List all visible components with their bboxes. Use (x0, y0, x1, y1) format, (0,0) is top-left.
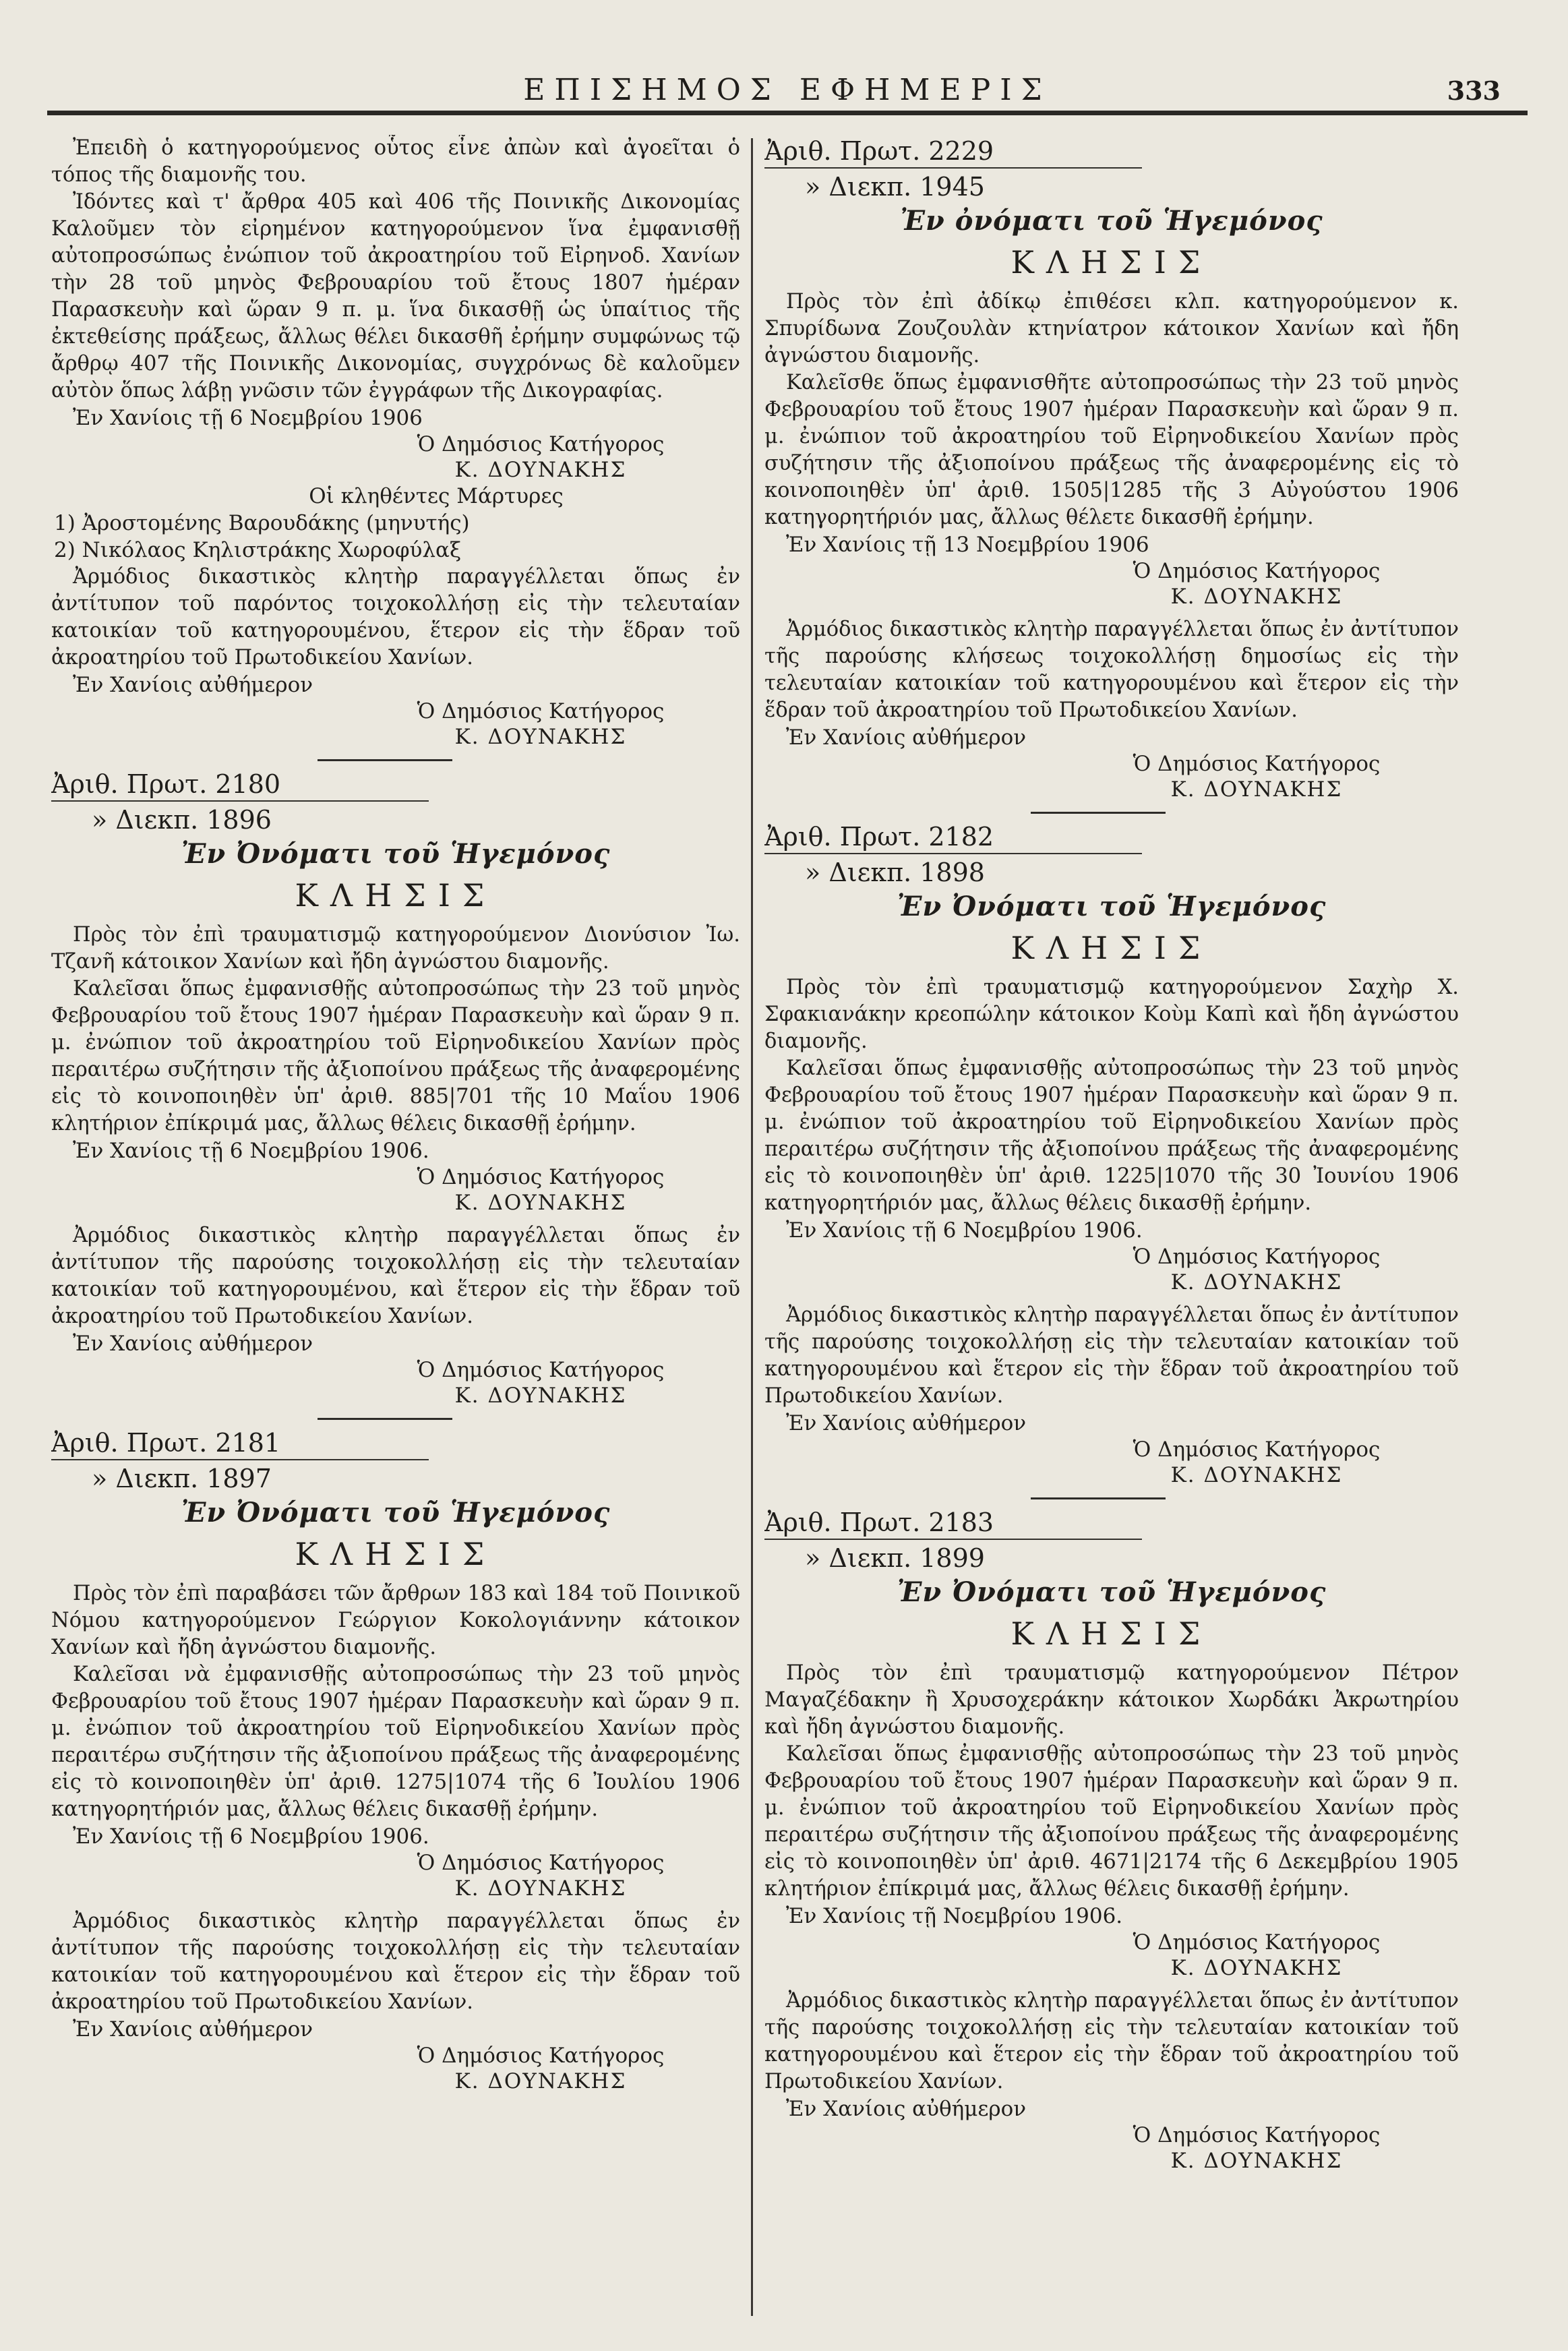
header-rule (47, 111, 1528, 115)
gazette-title: ΕΠΙΣΗΜΟΣ ΕΦΗΜΕΡΙΣ (523, 73, 1052, 107)
protocol-rule (51, 800, 429, 802)
separator-rule (318, 1418, 452, 1420)
date-line: Ἐν Χανίοις τῇ 6 Νοεμβρίου 1906 (73, 406, 423, 430)
protocol-number: Ἀριθ. Πρωτ. 2183 (764, 1508, 994, 1537)
separator-rule (318, 759, 452, 761)
signature-name: Κ. ΔΟΥΝΑΚΗΣ (454, 458, 627, 482)
summons-heading: ΚΛΗΣΙΣ (295, 877, 497, 914)
protocol-number: Ἀριθ. Πρωτ. 2182 (764, 822, 994, 852)
paragraph: Ἐπειδὴ ὁ κατηγορούμενος οὗτος εἶνε ἀπὼν καὶ ἀγοεῖται ὁ τόπος τῆς διαμονῆς του. (51, 136, 740, 187)
protocol-rule (764, 853, 1142, 854)
signature-block (1054, 558, 1459, 609)
protocol-rule (51, 1459, 429, 1460)
signature-title: Ὁ Δημόσιος Κατήγορος (1133, 559, 1381, 583)
protocol-number: Ἀριθ. Πρωτ. 2181 (51, 1428, 281, 1458)
order-paragraph: Ἀρμόδιος δικαστικὸς κλητὴρ παραγγέλλεται ὅπως ἐν ἀντίτυπον τῆς παρούσης τοιχοκολλήσῃ εἰς τὴν τελευταίαν κατοικίαν τοῦ κατηγορουμένου καὶ ἕτερον εἰς τὴν ἕδραν τοῦ ἀκροατηρίου τοῦ Πρωτοδικείου Χανίων. (764, 1303, 1459, 1408)
date-line: Ἐν Χανίοις αὐθήμερον (786, 725, 1027, 750)
signature-title: Ὁ Δημόσιος Κατήγορος (1133, 752, 1381, 776)
page-number: 333 (1447, 76, 1501, 106)
date-line: Ἐν Χανίοις αὐθήμερον (73, 1332, 313, 1356)
summons-heading: ΚΛΗΣΙΣ (1011, 930, 1213, 966)
signature-title: Ὁ Δημόσιος Κατήγορος (417, 2044, 665, 2068)
date-line: Ἐν Χανίοις τῇ 6 Νοεμβρίου 1906. (786, 1218, 1143, 1243)
dispatch-number: » Διεκπ. 1897 (92, 1464, 272, 1493)
signature-title: Ὁ Δημόσιος Κατήγορος (417, 1851, 665, 1875)
signature-name: Κ. ΔΟΥΝΑΚΗΣ (1170, 2149, 1343, 2173)
signature-block (1054, 1244, 1459, 1295)
signature-name: Κ. ΔΟΥΝΑΚΗΣ (454, 2069, 627, 2093)
notice-2182 (764, 821, 1459, 1488)
order-paragraph: Ἀρμόδιος δικαστικὸς κλητὴρ παραγγέλλεται ὅπως ἐν ἀντίτυπον τοῦ παρόντος τοιχοκολλήσῃ εἰς τὴν τελευταίαν κατοικίαν τοῦ κατηγορουμένου, ἕτερον εἰς τὴν ἕδραν τοῦ ἀκροατηρίου τοῦ Πρωτοδικείου Χανίων. (51, 565, 740, 669)
order-paragraph: Ἀρμόδιος δικαστικὸς κλητὴρ παραγγέλλεται ὅπως ἐν ἀντίτυπον τῆς παρούσης τοιχοκολλήσῃ εἰς τὴν τελευταίαν κατοικίαν τοῦ κατηγορουμένου, καὶ ἕτερον εἰς τὴν ἕδραν τοῦ ἀκροατηρίου τοῦ Πρωτοδικείου Χανίων. (51, 1224, 740, 1328)
order-paragraph: Ἀρμόδιος δικαστικὸς κλητὴρ παραγγέλλεται ὅπως ἐν ἀντίτυπον τῆς παρούσης τοιχοκολλήσῃ εἰς τὴν τελευταίαν κατοικίαν τοῦ κατηγορουμένου καὶ ἕτερον εἰς τὴν ἕδραν τοῦ ἀκροατηρίου τοῦ Πρωτοδικείου Χανίων. (51, 1909, 740, 2014)
page-header (47, 73, 1528, 120)
signature-name: Κ. ΔΟΥΝΑΚΗΣ (454, 1191, 627, 1215)
date-line: Ἐν Χανίοις τῇ 13 Νοεμβρίου 1906 (786, 533, 1149, 557)
paragraph: Ἰδόντες καὶ τ' ἄρθρα 405 καὶ 406 τῆς Ποινικῆς Δικονομίας Καλοῦμεν τὸν εἰρημένον κατηγορούμενον ἵνα ἐμφανισθῇ αὐτοπροσώπως ἐνώπιον τοῦ ἀκροατηρίου τοῦ Εἰρηνοδ. Χανίων τὴν 28 τοῦ μηνὸς Φεβρουαρίου τοῦ ἔτους 1807 ἡμέραν Παρασκευὴν καὶ ὥραν 9 π. μ. ἵνα δικασθῇ ὡς ὑπαίτιος τῆς ἐκτεθείσης πράξεως, ἄλλως θέλει δικασθῆ ἐρήμην συμφώνως τῷ ἄρθρῳ 407 τῆς Ποινικῆς Δικονομίας, συγχρόνως δὲ καλοῦμεν αὐτὸν ὅπως λάβῃ γνῶσιν τῶν ἐγγράφων τῆς Δικογραφίας. (51, 190, 740, 403)
paragraph: Πρὸς τὸν ἐπὶ ἀδίκῳ ἐπιθέσει κλπ. κατηγορούμενον κ. Σπυρίδωνα Ζουζουλὰν κτηνίατρον κάτοικον Χανίων καὶ ἤδη ἀγνώστου διαμονῆς. (764, 290, 1459, 367)
witness-item: 1) Ἀροστομένης Βαρουδάκης (μηνυτής) (54, 511, 470, 535)
date-line: Ἐν Χανίοις τῇ 6 Νοεμβρίου 1906. (73, 1824, 429, 1849)
summons-heading: ΚΛΗΣΙΣ (295, 1536, 497, 1572)
signature-name: Κ. ΔΟΥΝΑΚΗΣ (454, 1383, 627, 1408)
signature-title: Ὁ Δημόσιος Κατήγορος (1133, 1930, 1381, 1955)
heading-in-name: Ἐν Ὀνόματι τοῦ Ἡγεμόνος (181, 838, 611, 870)
signature-block (1054, 751, 1459, 802)
protocol-rule (764, 167, 1142, 169)
signature-name: Κ. ΔΟΥΝΑΚΗΣ (1170, 1956, 1343, 1980)
paragraph: Πρὸς τὸν ἐπὶ τραυματισμῷ κατηγορούμενον Διονύσιον Ἰω. Τζανῆ κάτοικον Χανίων καὶ ἤδη ἀγνώστου διαμονῆς. (51, 923, 740, 974)
order-paragraph: Ἀρμόδιος δικαστικὸς κλητὴρ παραγγέλλεται ὅπως ἐν ἀντίτυπον τῆς παρούσης κλήσεως τοιχοκολλήσῃ δημοσίως εἰς τὴν τελευταίαν κατοικίαν τοῦ κατηγορουμένου καὶ ἕτερον εἰς τὴν ἕδραν τοῦ ἀκροατηρίου τοῦ Πρωτοδικείου Χανίων. (764, 618, 1459, 722)
summons-heading: ΚΛΗΣΙΣ (1011, 244, 1213, 280)
dispatch-number: » Διεκπ. 1898 (805, 858, 985, 887)
signature-block (341, 1164, 740, 1216)
separator-rule (1031, 812, 1166, 814)
signature-name: Κ. ΔΟΥΝΑΚΗΣ (454, 1876, 627, 1901)
dispatch-number: » Διεκπ. 1899 (805, 1543, 985, 1573)
right-column (764, 135, 1459, 2324)
notice-2183 (764, 1506, 1459, 2174)
signature-block (341, 431, 740, 483)
signature-name: Κ. ΔΟΥΝΑΚΗΣ (1170, 1270, 1343, 1294)
paragraph: Πρὸς τὸν ἐπὶ τραυματισμῷ κατηγορούμενον Πέτρον Μαγαζέδακην ἢ Χρυσοχεράκην κάτοικον Χωρδάκι Ἀκρωτηρίου καὶ ἤδη ἀγνώστου διαμονῆς. (764, 1661, 1459, 1739)
paragraph: Καλεῖσαι ὅπως ἐμφανισθῇς αὐτοπροσώπως τὴν 23 τοῦ μηνὸς Φεβρουαρίου τοῦ ἔτους 1907 ἡμέραν Παρασκευὴν καὶ ὥραν 9 π. μ. ἐνώπιον τοῦ ἀκροατηρίου τοῦ Εἰρηνοδικείου Χανίων πρὸς περαιτέρω συζήτησιν τῆς ἀξιοποίνου πράξεως τῆς ἀναφερομένης εἰς τὸ κοινοποιηθὲν ὑπ' ἀριθ. 885|701 τῆς 10 Μαΐου 1906 κλητήριον ἐπίκριμά μας, ἄλλως θέλεις δικασθῇ ἐρήμην. (51, 977, 740, 1135)
signature-block (341, 698, 740, 750)
signature-title: Ὁ Δημόσιος Κατήγορος (1133, 1437, 1381, 1462)
paragraph: Καλεῖσθε ὅπως ἐμφανισθῆτε αὐτοπροσώπως τὴν 23 τοῦ μηνὸς Φεβρουαρίου τοῦ ἔτους 1907 ἡμέραν Παρασκευὴν καὶ ὥραν 9 π. μ. ἐνώπιον τοῦ ἀκροατηρίου τοῦ Εἰρηνοδικείου Χανίων πρὸς συζήτησιν τῆς ἀξιοποίνου πράξεως τῆς ἀναφερομένης εἰς τὸ κοινοποιηθὲν ὑπ' ἀριθ. 1505|1285 τῆς 3 Αὐγούστου 1906 κατηγορητήριόν μας, ἄλλως θέλετε δικασθῆ ἐρήμην. (764, 371, 1459, 529)
signature-block (1054, 1930, 1459, 1981)
order-paragraph: Ἀρμόδιος δικαστικὸς κλητὴρ παραγγέλλεται ὅπως ἐν ἀντίτυπον τῆς παρούσης τοιχοκολλήσῃ εἰς τὴν τελευταίαν κατοικίαν τοῦ κατηγορουμένου καὶ ἕτερον εἰς τὴν ἕδραν τοῦ ἀκροατηρίου τοῦ Πρωτοδικείου Χανίων. (764, 1989, 1459, 2093)
signature-block (341, 2043, 740, 2094)
signature-block (341, 1357, 740, 1408)
date-line: Ἐν Χανίοις αὐθήμερον (73, 673, 313, 697)
signature-title: Ὁ Δημόσιος Κατήγορος (417, 1358, 665, 1382)
signature-title: Ὁ Δημόσιος Κατήγορος (417, 699, 665, 723)
notice-2229 (764, 135, 1459, 802)
paragraph: Καλεῖσαι ὅπως ἐμφανισθῇς αὐτοπροσώπως τὴν 23 τοῦ μηνὸς Φεβρουαρίου τοῦ ἔτους 1907 ἡμέραν Παρασκευὴν καὶ ὥραν 9 π. μ. ἐνώπιον τοῦ ἀκροατηρίου τοῦ Εἰρηνοδικείου Χανίων πρὸς περαιτέρω συζήτησιν τῆς ἀξιοποίνου πράξεως τῆς ἀναφερομένης εἰς τὸ κοινοποιηθὲν ὑπ' ἀριθ. 4671|2174 τῆς 6 Δεκεμβρίου 1905 κλητήριον ἐπίκριμά μας, ἄλλως θέλεις δικασθῇ ἐρήμην. (764, 1742, 1459, 1901)
signature-title: Ὁ Δημόσιος Κατήγορος (417, 432, 665, 456)
paragraph: Καλεῖσαι νὰ ἐμφανισθῇς αὐτοπροσώπως τὴν 23 τοῦ μηνὸς Φεβρουαρίου τοῦ ἔτους 1907 ἡμέραν Παρασκευὴν καὶ ὥραν 9 π. μ. ἐνώπιον τοῦ ἀκροατηρίου τοῦ Εἰρηνοδικείου Χανίων πρὸς περαιτέρω συζήτησιν τῆς ἀξιοποίνου πράξεως τῆς ἀναφερομένης εἰς τὸ κοινοποιηθὲν ὑπ' ἀριθ. 1275|1074 τῆς 6 Ἰουλίου 1906 κατηγορητήριόν μας, ἄλλως θέλεις δικασθῇ ἐρήμην. (51, 1663, 740, 1821)
signature-title: Ὁ Δημόσιος Κατήγορος (1133, 2123, 1381, 2147)
notice-2181 (51, 1427, 740, 2094)
witnesses-title: Οἱ κληθέντες Μάρτυρες (309, 484, 564, 508)
dispatch-number: » Διεκπ. 1945 (805, 172, 985, 202)
signature-name: Κ. ΔΟΥΝΑΚΗΣ (1170, 777, 1343, 802)
summons-heading: ΚΛΗΣΙΣ (1011, 1615, 1213, 1652)
paragraph: Πρὸς τὸν ἐπὶ παραβάσει τῶν ἄρθρων 183 καὶ 184 τοῦ Ποινικοῦ Νόμου κατηγορούμενον Γεώργιον Κοκολογιάννην κάτοικον Χανίων καὶ ἤδη ἀγνώστου διαμονῆς. (51, 1582, 740, 1659)
heading-in-name: Ἐν Ὀνόματι τοῦ Ἡγεμόνος (897, 891, 1327, 922)
signature-title: Ὁ Δημόσιος Κατήγορος (1133, 1245, 1381, 1269)
protocol-number: Ἀριθ. Πρωτ. 2180 (51, 769, 281, 799)
left-column (51, 135, 740, 2324)
protocol-rule (764, 1539, 1142, 1540)
separator-rule (1031, 1497, 1166, 1499)
notice-continued (51, 135, 740, 750)
heading-in-name: Ἐν Ὀνόματι τοῦ Ἡγεμόνος (897, 1576, 1327, 1608)
signature-name: Κ. ΔΟΥΝΑΚΗΣ (454, 725, 627, 749)
date-line: Ἐν Χανίοις αὐθήμερον (73, 2017, 313, 2042)
dispatch-number: » Διεκπ. 1896 (92, 805, 272, 835)
notice-2180 (51, 768, 740, 1408)
signature-block (1054, 1437, 1459, 1488)
witness-item: 2) Νικόλαος Κηλιστράκης Χωροφύλαξ (54, 538, 462, 562)
date-line: Ἐν Χανίοις αὐθήμερον (786, 1411, 1027, 1435)
date-line: Ἐν Χανίοις τῇ 6 Νοεμβρίου 1906. (73, 1139, 429, 1163)
signature-block (1054, 2122, 1459, 2174)
date-line: Ἐν Χανίοις τῇ Νοεμβρίου 1906. (786, 1904, 1123, 1928)
signature-block (341, 1850, 740, 1901)
protocol-number: Ἀριθ. Πρωτ. 2229 (764, 136, 994, 166)
date-line: Ἐν Χανίοις αὐθήμερον (786, 2097, 1027, 2121)
paragraph: Πρὸς τὸν ἐπὶ τραυματισμῷ κατηγορούμενον Σαχὴρ Χ. Σφακιανάκην κρεοπώλην κάτοικον Κοὺμ Καπὶ καὶ ἤδη ἀγνώστου διαμονῆς. (764, 976, 1459, 1053)
signature-title: Ὁ Δημόσιος Κατήγορος (417, 1165, 665, 1189)
signature-name: Κ. ΔΟΥΝΑΚΗΣ (1170, 1463, 1343, 1487)
paragraph: Καλεῖσαι ὅπως ἐμφανισθῇς αὐτοπροσώπως τὴν 23 τοῦ μηνὸς Φεβρουαρίου τοῦ ἔτους 1907 ἡμέραν Παρασκευὴν καὶ ὥραν 9 π. μ. ἐνώπιον τοῦ ἀκροατηρίου τοῦ Εἰρηνοδικείου Χανίων πρὸς περαιτέρω συζήτησιν τῆς ἀξιοποίνου πράξεως τῆς ἀναφερομένης εἰς τὸ κοινοποιηθὲν ὑπ' ἀριθ. 1225|1070 τῆς 30 Ἰουνίου 1906 κατηγορητήριόν μας, ἄλλως θέλεις δικασθῇ ἐρήμην. (764, 1057, 1459, 1215)
heading-in-name: Ἐν ὀνόματι τοῦ Ἡγεμόνος (900, 205, 1323, 237)
column-divider (751, 138, 753, 2316)
signature-name: Κ. ΔΟΥΝΑΚΗΣ (1170, 585, 1343, 609)
heading-in-name: Ἐν Ὀνόματι τοῦ Ἡγεμόνος (181, 1497, 611, 1528)
